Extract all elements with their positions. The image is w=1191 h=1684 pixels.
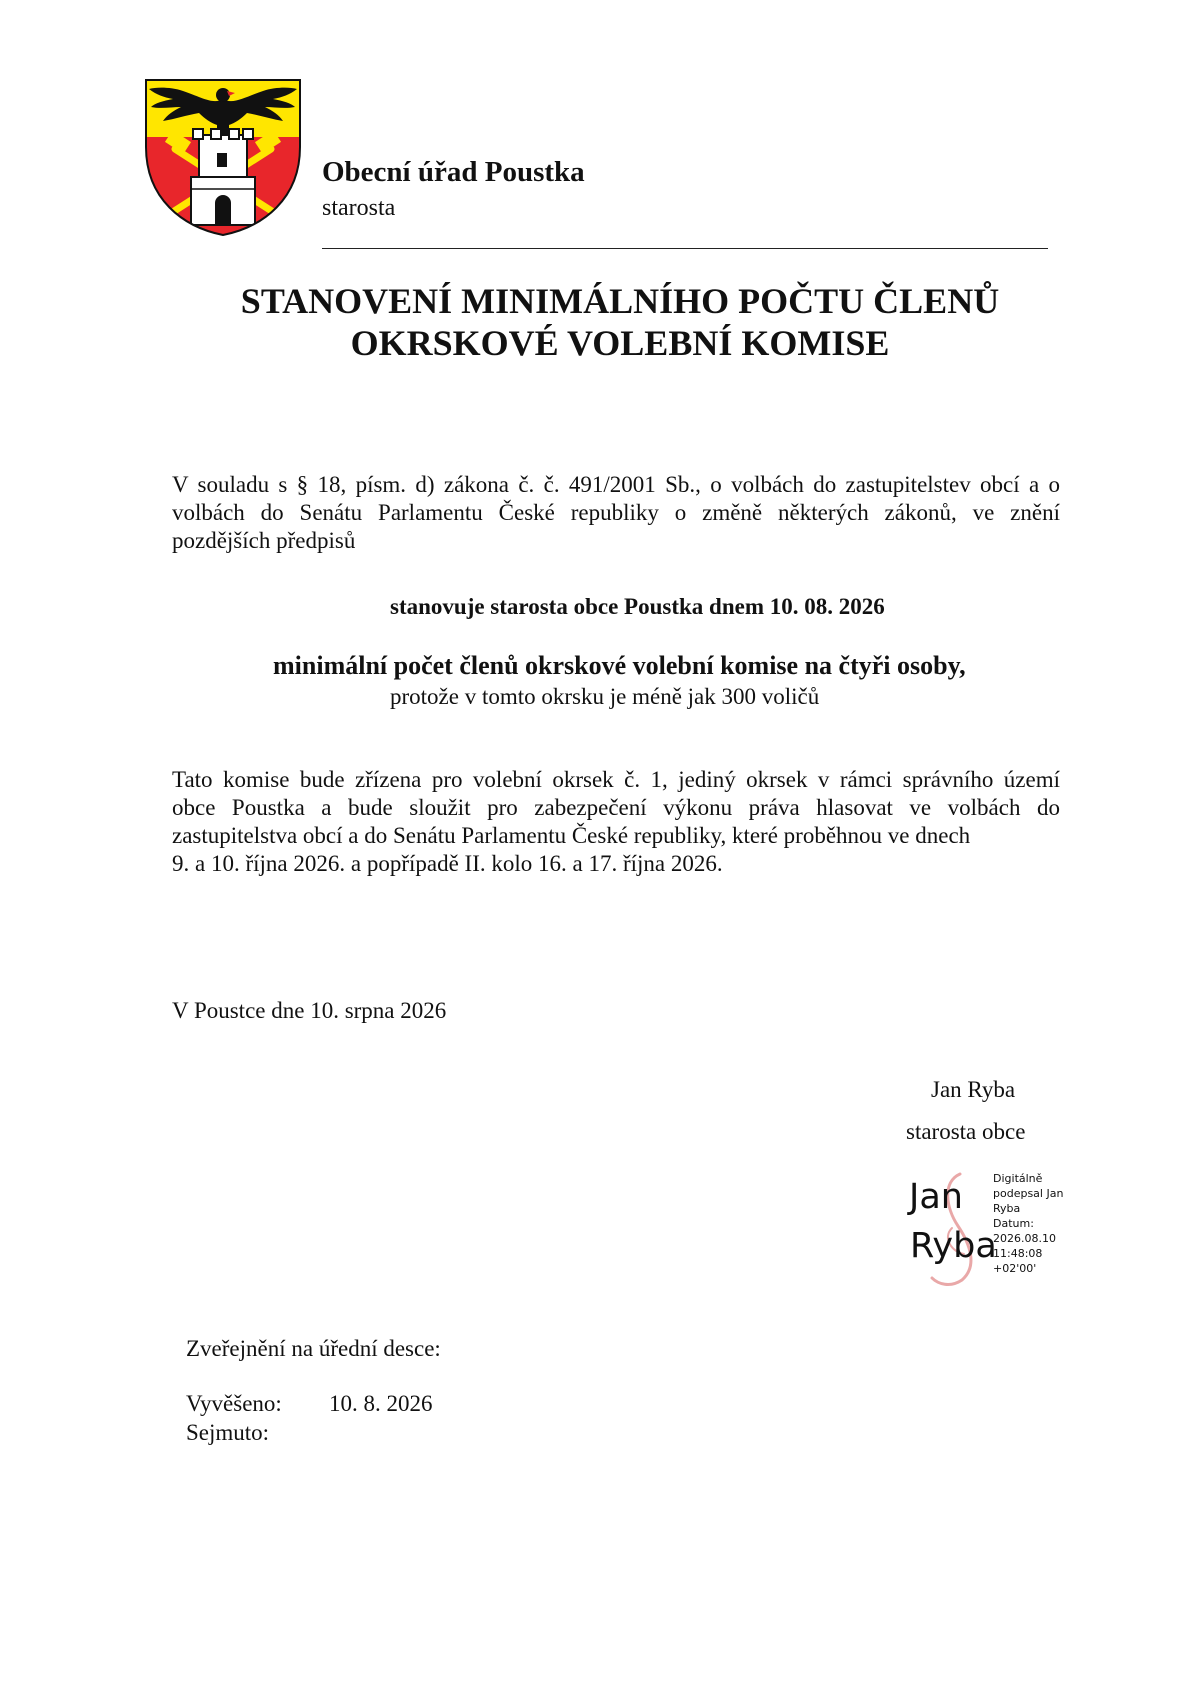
signature-detail-line: podepsal Jan [993, 1187, 1064, 1200]
decision-line-3: protože v tomto okrsku je méně jak 300 voličů [390, 684, 820, 709]
signature-detail-line: +02'00' [993, 1262, 1037, 1275]
place-date: V Poustce dne 10. srpna 2026 [172, 998, 447, 1023]
office-name: Obecní úřad Poustka [322, 156, 585, 188]
removed-label: Sejmuto: [186, 1420, 270, 1445]
signature-detail-line: 2026.08.10 [993, 1232, 1056, 1245]
signature-first-name: Jan [909, 1177, 963, 1217]
posted-label: Vyvěšeno: [186, 1391, 282, 1416]
intro-line-1: V souladu s § 18, písm. d) zákona č. č. 491/2001 Sb., o volbách do zastupitelstev obcí a o [172, 472, 1060, 497]
coat-of-arms-icon [143, 77, 303, 239]
signatory-name: Jan Ryba [931, 1077, 1016, 1102]
signature-detail-line: 11:48:08 [993, 1247, 1043, 1260]
intro-line-3: pozdějších předpisů [172, 528, 356, 553]
body-line-4: 9. a 10. října 2026. a popřípadě II. kolo 16. a 17. října 2026. [172, 851, 723, 876]
body-line-1: Tato komise bude zřízena pro volební okrsek č. 1, jediný okrsek v rámci správního území [172, 767, 1060, 792]
intro-line-2: volbách do Senátu Parlamentu České republiky o změně některých zákonů, ve znění [172, 500, 1060, 525]
document-title-line-1: STANOVENÍ MINIMÁLNÍHO POČTU ČLENŮ [240, 281, 1000, 321]
document-title-line-2: OKRSKOVÉ VOLEBNÍ KOMISE [350, 323, 890, 363]
signature-details [993, 1171, 1103, 1276]
decision-line-1: stanovuje starosta obce Poustka dnem 10. 08. 2026 [390, 594, 885, 619]
body-line-2: obce Poustka a bude sloužit pro zabezpečení výkonu práva hlasovat ve volbách do [172, 795, 1060, 820]
office-role: starosta [322, 195, 396, 221]
posted-value: 10. 8. 2026 [329, 1391, 433, 1416]
signature-last-name: Ryba [910, 1226, 997, 1266]
body-line-3: zastupitelstva obcí a do Senátu Parlamentu České republiky, které proběhnou ve dnech [172, 823, 971, 848]
signature-detail-line: Ryba [993, 1202, 1021, 1215]
header-divider [322, 248, 1048, 249]
signatory-role: starosta obce [906, 1119, 1026, 1144]
notice-heading: Zveřejnění na úřední desce: [186, 1336, 441, 1361]
signature-detail-line: Digitálně [993, 1172, 1043, 1185]
decision-line-2: minimální počet členů okrskové volební komise na čtyři osoby, [273, 651, 966, 680]
signature-detail-line: Datum: [993, 1217, 1034, 1230]
